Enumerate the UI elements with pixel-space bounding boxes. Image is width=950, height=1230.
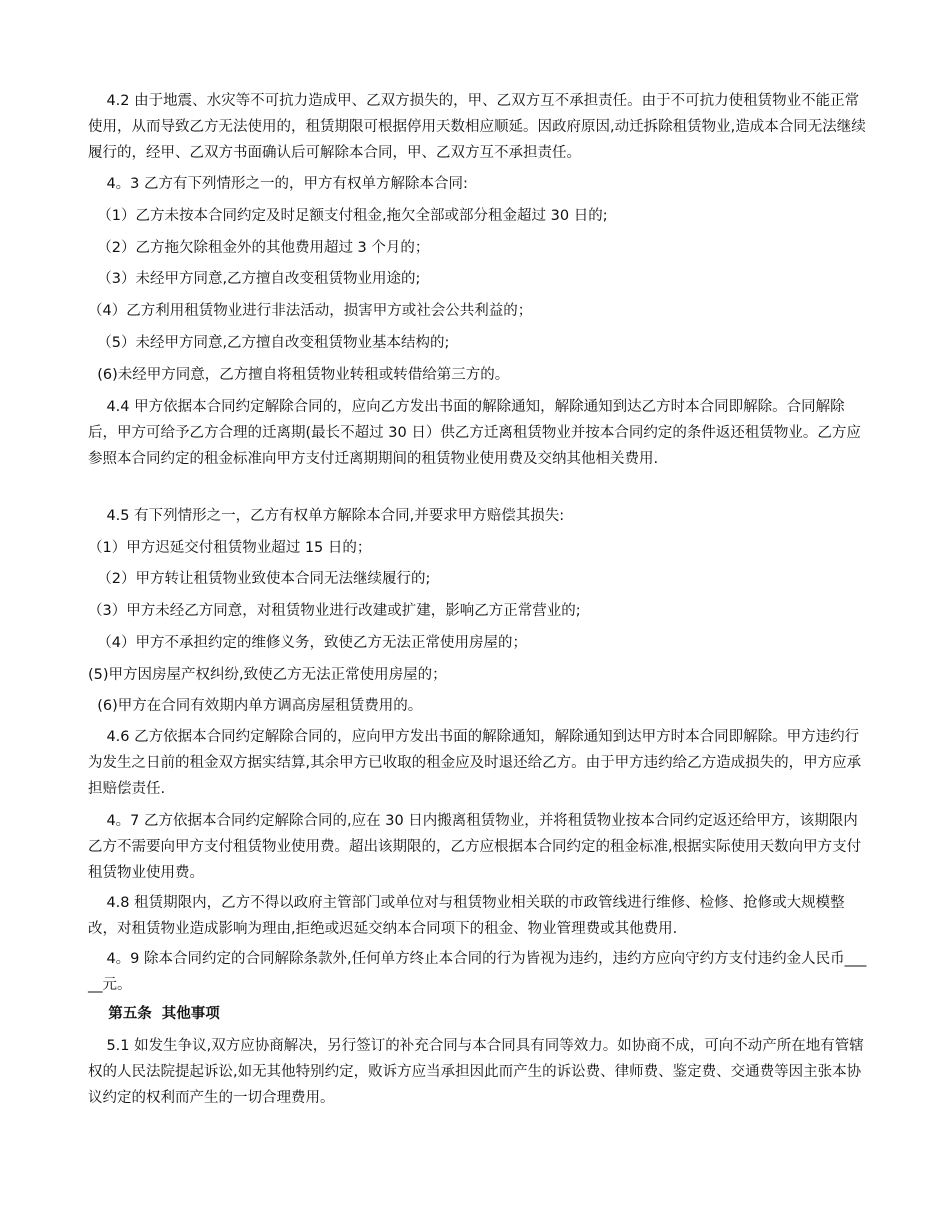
clause-4-3-item-6: (6)未经甲方同意，乙方擅自将租赁物业转租或转借给第三方的。: [88, 367, 510, 383]
clause-4-5-item-5: (5)甲方因房屋产权纠纷,致使乙方无法正常使用房屋的；: [88, 667, 447, 683]
clause-4-7: 4。7 乙方依据本合同约定解除合同的,应在 30 日内搬离租赁物业，并将租赁物业按本合同约定返还给甲方，该期限内乙方不需要向甲方支付租赁物业使用费。超出该期限的，乙方应根据本合同约定的租金标准,根据实际使用天数向甲方支付租赁物业使用费。: [88, 813, 862, 881]
clause-4-3: 4。3 乙方有下列情形之一的，甲方有权单方解除本合同:: [88, 176, 468, 192]
clause-4-9: 4。9 除本合同约定的合同解除条款外,任何单方终止本合同的行为皆视为违约，违约方应向守约方支付违约金人民币_____元。: [88, 951, 867, 993]
clause-4-4: 4.4 甲方依据本合同约定解除合同的，应向乙方发出书面的解除通知，解除通知到达乙方时本合同即解除。合同解除后，甲方可给予乙方合理的迁离期(最长不超过 30 日）供乙方迁离租赁物业并按本合同约定的条件返还租赁物业。乙方应参照本合同约定的租金标准向甲方支付迁离期期间的租赁物业使用费及交纳其他相关费用.: [88, 399, 861, 467]
clause-4-8: 4.8 租赁期限内，乙方不得以政府主管部门或单位对与租赁物业相关联的市政管线进行维修、检修、抢修或大规模整改，对租赁物业造成影响为理由,拒绝或迟延交纳本合同项下的租金、物业管理费或其他费用.: [88, 895, 845, 937]
clause-4-6: 4.6 乙方依据本合同约定解除合同的，应向甲方发出书面的解除通知，解除通知到达甲方时本合同即解除。甲方违约行为发生之日前的租金双方据实结算,其余甲方已收取的租金应及时退还给乙方。由于甲方违约给乙方造成损失的，甲方应承担赔偿责任.: [88, 729, 862, 797]
clause-4-3-item-5: （5）未经甲方同意,乙方擅自改变租赁物业基本结构的;: [88, 335, 450, 351]
clause-5-1: 5.1 如发生争议,双方应协商解决，另行签订的补充合同与本合同具有同等效力。如协商不成，可向不动产所在地有管辖权的人民法院提起诉讼,如无其他特别约定，败诉方应当承担因此而产生的诉讼费、律师费、鉴定费、交通费等因主张本协议约定的权利而产生的一切合理费用。: [88, 1038, 864, 1106]
clause-4-2: 4.2 由于地震、水灾等不可抗力造成甲、乙双方损失的，甲、乙双方互不承担责任。由于不可抗力使租赁物业不能正常使用，从而导致乙方无法使用的，租赁期限可根据停用天数相应顺延。因政府原因,动迁拆除租赁物业,造成本合同无法继续履行的，经甲、乙双方书面确认后可解除本合同，甲、乙双方互不承担责任。: [88, 93, 866, 161]
clause-4-5-item-3: （3）甲方未经乙方同意，对租赁物业进行改建或扩建，影响乙方正常营业的;: [88, 603, 581, 619]
clause-4-3-item-2: （2）乙方拖欠除租金外的其他费用超过 3 个月的；: [88, 240, 430, 256]
clause-4-3-item-3: （3）未经甲方同意,乙方擅自改变租赁物业用途的;: [88, 271, 421, 287]
clause-4-5: 4.5 有下列情形之一，乙方有权单方解除本合同,并要求甲方赔偿其损失:: [88, 508, 565, 524]
clause-4-3-item-4: （4）乙方利用租赁物业进行非法活动，损害甲方或社会公共利益的；: [88, 303, 533, 319]
clause-4-3-item-1: （1）乙方未按本合同约定及时足额支付租金,拖欠全部或部分租金超过 30 日的;: [88, 208, 608, 224]
clause-4-5-item-6: (6)甲方在合同有效期内单方调高房屋租赁费用的。: [88, 698, 423, 714]
clause-4-5-item-4: （4）甲方不承担约定的维修义务，致使乙方无法正常使用房屋的；: [88, 635, 527, 651]
section-heading-article-5: 第五条 其他事项: [88, 1006, 220, 1022]
clause-4-5-item-2: （2）甲方转让租赁物业致使本合同无法继续履行的;: [88, 571, 431, 587]
clause-4-5-item-1: （1）甲方迟延交付租赁物业超过 15 日的；: [88, 540, 372, 556]
